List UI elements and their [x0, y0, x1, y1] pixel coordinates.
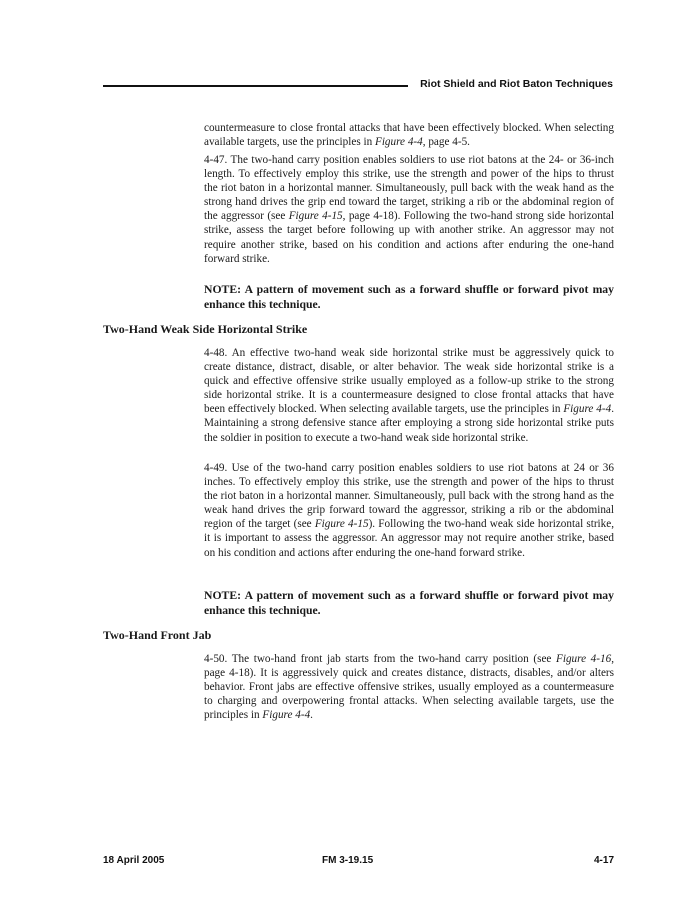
figure-reference: Figure 4-4 — [563, 403, 612, 416]
text-run: countermeasure to close frontal attacks that have been effectively blocked. When selecting available targets, use the principles in — [204, 122, 614, 149]
figure-reference: Figure 4-15 — [314, 518, 369, 531]
text-run: 4-47. The two-hand carry position enables soldiers to use riot batons at the 24- or 36-inch length. To effectively employ this strike, use the strength and power of the hips to thrust the riot baton in a horizontal manner. Simultaneously, pull back with the weak hand as the strong hand drives the grip end toward the target, striking a rib or the abdominal region of the aggressor (see — [204, 154, 614, 223]
paragraph-4-48 — [204, 346, 614, 445]
text-run: . — [310, 709, 313, 722]
section-heading-weak-side-strike: Two-Hand Weak Side Horizontal Strike — [103, 322, 308, 336]
running-title: Riot Shield and Riot Baton Techniques — [420, 78, 613, 90]
text-run: , page 4-18). Following the two-hand strong side horizontal strike, assess the target before following up with another strike. An aggressor may not require another strike, based on his condition and actions after enduring the one-hand forward strike. — [204, 210, 614, 265]
footer-manual: FM 3-19.15 — [322, 855, 374, 866]
header-rule — [103, 85, 408, 87]
text-run: . Maintaining a strong defensive stance after employing a strong side horizontal strike puts the soldier in position to execute a two-hand weak side horizontal strike. — [204, 403, 614, 444]
footer-page-number: 4-17 — [593, 855, 614, 866]
text-run: ). Following the two-hand weak side horizontal strike, it is important to assess the aggressor. An aggressor may not require another strike, based on his condition and actions after enduring the one-hand forward strike. — [204, 518, 615, 559]
figure-reference: Figure 4-4 — [374, 136, 423, 149]
figure-reference: Figure 4-15 — [288, 210, 343, 223]
note-1: NOTE: A pattern of movement such as a forward shuffle or forward pivot may enhance this technique. — [204, 283, 614, 311]
text-run: 4-49. Use of the two-hand carry position enables soldiers to use riot batons at 24 or 36 inches. To effectively employ this strike, use the strength and power of the hips to thrust the riot baton in a horizontal manner. Simultaneously, pull back with the strong hand as the weak hand drives the grip forward toward the aggressor, striking a rib or the abdominal region of the target (see — [204, 462, 614, 531]
figure-reference: Figure 4-4 — [262, 709, 311, 722]
text-run: 4-50. The two-hand front jab starts from the two-hand carry position (see — [204, 653, 557, 665]
note-2: NOTE: A pattern of movement such as a forward shuffle or forward pivot may enhance this technique. — [204, 589, 614, 617]
paragraph-4-50 — [204, 652, 614, 722]
text-run: , page 4-5. — [422, 136, 470, 149]
paragraph-4-47 — [204, 153, 614, 266]
footer-date: 18 April 2005 — [103, 855, 165, 866]
section-heading-front-jab: Two-Hand Front Jab — [103, 628, 212, 642]
paragraph-4-49 — [204, 461, 614, 560]
figure-reference: Figure 4-16 — [556, 653, 612, 665]
text-run: , page 4-18). It is aggressively quick and creates distance, distracts, disables, and/or alters behavior. Front jabs are effective offensive strikes, usually employed as a countermeasure to charging and overpowering frontal attacks. When selecting available targets, use the principles in — [204, 653, 614, 722]
text-run: 4-48. An effective two-hand weak side horizontal strike must be aggressively quick to create distance, distract, disable, or alter behavior. The weak side horizontal strike is a quick and effective offensive strike usually employed as a follow-up strike to the strong side horizontal strike. It is a countermeasure designed to close frontal attacks that have been effectively blocked. When selecting available targets, use the principles in — [204, 347, 614, 416]
continued-paragraph — [204, 121, 614, 149]
